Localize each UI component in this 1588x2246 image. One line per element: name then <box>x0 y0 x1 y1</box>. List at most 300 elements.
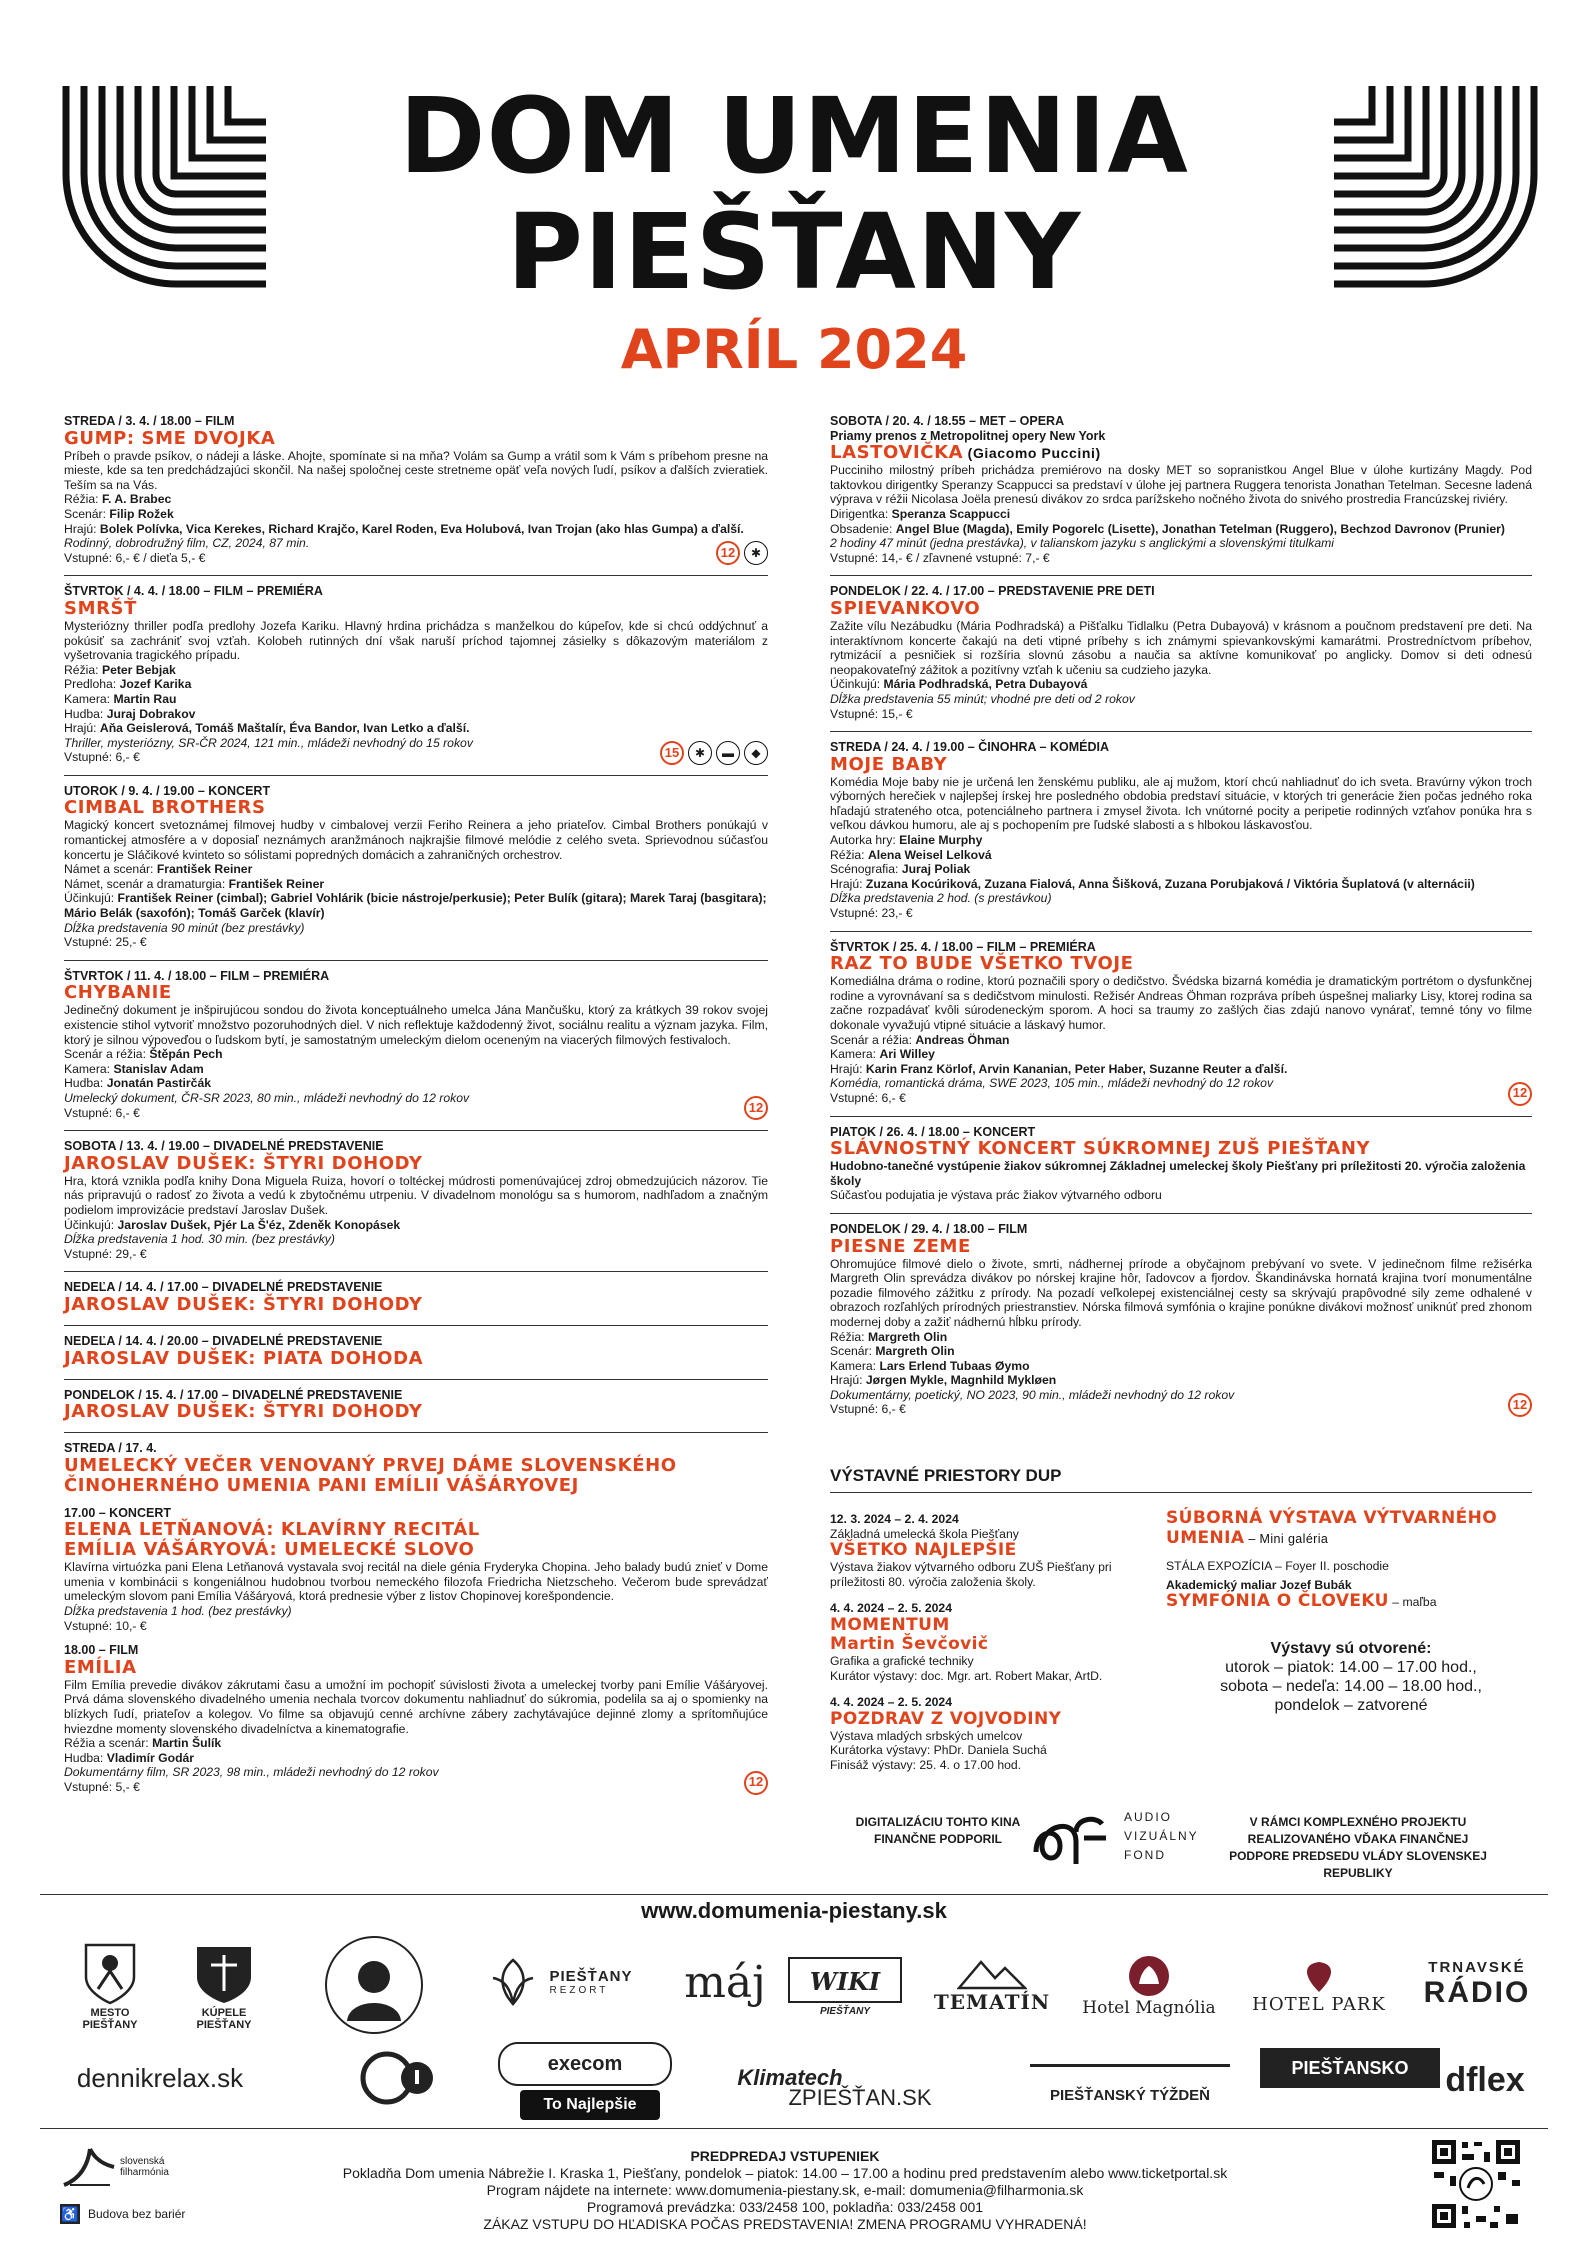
event-entry <box>64 1388 768 1423</box>
event-title[interactable]: JAROSLAV DUŠEK: ŠTYRI DOHODY <box>64 1293 423 1315</box>
exhibition-description: Výstava žiakov výtvarného odboru ZUŠ Piešťany pri príležitosti 80. výročia založenia školy. <box>830 1560 1112 1589</box>
fear-spider-icon: ✱ <box>744 541 768 565</box>
event-title-text: SMRŠŤ <box>64 597 137 619</box>
wiki-bar-logo <box>780 1946 910 2026</box>
credit-label: Predloha: <box>64 677 120 692</box>
wiki-logo-icon <box>785 1954 905 2018</box>
credit-value: Zuzana Kocúriková, Zuzana Fialová, Anna Šišková, Zuzana Porubjaková / Viktória Šuplatová (v alternácii) <box>865 876 1475 891</box>
event-date-header: NEDEĽA / 14. 4. / 17.00 – DIVADELNÉ PREDSTAVENIE <box>64 1280 383 1295</box>
age-rating-icon: 15 <box>660 741 684 765</box>
divider <box>830 931 1532 932</box>
sub-exhibition-title: SÚBORNÁ VÝSTAVA VÝTVARNÉHO UMENIA <box>1166 1508 1498 1548</box>
event-date-header: SOBOTA / 13. 4. / 19.00 – DIVADELNÉ PREDSTAVENIE <box>64 1139 384 1154</box>
event-date-header: STREDA / 17. 4. <box>64 1441 157 1456</box>
credit-line <box>64 492 768 507</box>
credit-line <box>64 877 768 892</box>
permanent-exhibition-title: SYMFÓNIA O ČLOVEKU <box>1166 1591 1389 1612</box>
credit-label: Námet, scenár a dramaturgia: <box>64 876 229 891</box>
exhibition-description: Výstava mladých srbských umelcov <box>830 1728 1023 1743</box>
event-price: Vstupné: 5,- € <box>64 1780 140 1794</box>
credit-label: Hrajú: <box>830 1061 866 1076</box>
credit-value: Speranza Scappucci <box>891 506 1011 521</box>
divider <box>830 1116 1532 1117</box>
info-center-icon <box>357 2048 453 2108</box>
website-link[interactable]: www.domumenia-piestany.sk <box>520 1898 1068 1924</box>
credit-line <box>830 1359 1532 1374</box>
execom-logo: execom <box>498 2042 672 2086</box>
event-rating-icons <box>744 1771 768 1795</box>
piestansko-logo: PIEŠŤANSKO <box>1260 2048 1440 2088</box>
credit-line <box>64 663 768 678</box>
credit-value: Jaroslav Dušek, Pjér La Š'éz, Zdeněk Konopásek <box>117 1217 401 1232</box>
kniha-ludovita-winter-logo <box>294 1930 454 2040</box>
divider <box>64 1325 768 1326</box>
credit-value: František Reiner <box>228 876 325 891</box>
credit-line <box>830 848 1532 863</box>
divider <box>64 1432 768 1433</box>
event-info: Dĺžka predstavenia 90 minút (bez prestávky) <box>64 920 305 935</box>
event-price: Vstupné: 6,- € <box>64 1105 140 1120</box>
event-description: Hra, ktorá vznikla podľa knihy Dona Miguela Ruiza, hovorí o toltéckej múdrosti pomenúvajúcej zdroj obmedzujúcich názorov. Tie nás pripravujú o radosť zo života a vedú k zbytočnému utrpeniu. V divadelnom monológu sa s humorom, nadhľadom a značným podielom improvizácie predstaví Jaroslav Dušek. <box>64 1173 768 1217</box>
divider <box>830 731 1532 732</box>
exhibition-artist: Martin Ševčovič <box>830 1633 989 1654</box>
event-entry <box>64 1334 768 1369</box>
credit-line <box>830 1047 1532 1062</box>
event-title[interactable] <box>830 1139 1532 1159</box>
credit-label: Scénografia: <box>830 862 902 877</box>
event-info: Dĺžka predstavenia 1 hod. (bez prestávky) <box>64 1604 292 1619</box>
event-title[interactable]: ELENA LETŇANOVÁ: KLAVÍRNY RECITÁL <box>64 1519 480 1541</box>
credit-value: Margreth Olin <box>875 1344 955 1359</box>
opening-hours <box>1166 1639 1536 1715</box>
age-rating-icon: 12 <box>744 1771 768 1795</box>
credit-label: Scenár a réžia: <box>830 1032 916 1047</box>
divider <box>40 1894 1548 1895</box>
credit-line <box>830 1062 1532 1077</box>
credit-line <box>64 1736 768 1751</box>
event-title[interactable] <box>64 1154 768 1174</box>
credit-line <box>64 1076 768 1091</box>
event-description: Príbeh o pravde psíkov, o nádeji a láske. Ahojte, spomínate si na mňa? Volám sa Gump a vrátil som k Vám s príbehom presne na mieste, kde sa ten predchádzajúci skončil. Na našej spoločnej ceste stretneme opäť veľa nových ľudí, psíkov a ďalších zvieratiek. Teším sa na Vás. <box>64 448 768 492</box>
logo-text: KÚPELE PIEŠŤANY <box>196 2007 252 2031</box>
event-title-text: CHYBANIE <box>64 982 172 1004</box>
event-title[interactable] <box>64 429 768 449</box>
credit-value: Bolek Polívka, Vica Kerekes, Richard Krajčo, Karel Roden, Eva Holubová, Ivan Trojan (ako hlas Gumpa) a ďalší. <box>99 521 744 536</box>
credit-value: Elaine Murphy <box>899 833 983 848</box>
age-rating-icon: 12 <box>716 541 740 565</box>
credit-label: Réžia: <box>830 1329 868 1344</box>
event-date-header: PIATOK / 26. 4. / 18.00 – KONCERT <box>830 1124 1036 1139</box>
magnolia-flower-icon <box>1127 1954 1171 1998</box>
event-info: Umelecký dokument, ČR-SR 2023, 80 min., mládeži nevhodný do 12 rokov <box>64 1090 470 1105</box>
credit-value: Ari Willey <box>879 1047 935 1062</box>
event-info: Dokumentárny film, SR 2023, 98 min., mládeži nevhodný do 12 rokov <box>64 1765 439 1780</box>
event-title[interactable] <box>64 983 768 1003</box>
funding-text-right: V RÁMCI KOMPLEXNÉHO PROJEKTU REALIZOVANÉHO VĎAKA FINANČNEJ PODPORE PREDSEDU VLÁDY SLOVENSKEJ REPUBLIKY <box>1229 1815 1487 1880</box>
dup-logo-right <box>1326 78 1542 302</box>
credit-value: Jonatán Pastirčák <box>106 1076 212 1091</box>
credit-line <box>830 507 1532 522</box>
event-entry <box>830 740 1532 921</box>
divider <box>830 575 1532 576</box>
event-title-text: RAZ TO BUDE VŠETKO TVOJE <box>830 953 1134 975</box>
credit-label: Scenár a réžia: <box>64 1047 150 1062</box>
exhibitions-permanent <box>1166 1508 1536 1715</box>
mesto-piestany-logo <box>60 1936 160 2036</box>
credit-line <box>830 877 1532 892</box>
avf-logo-text: AUDIO VIZUÁLNY FOND <box>1124 1810 1199 1862</box>
footer-line: Pokladňa Dom umenia Nábrežie I. Kraska 1, Piešťany, pondelok – piatok: 14.00 – 17.00 a hodinu pred predstavením alebo www.ticketportal.sk <box>342 2165 1228 2181</box>
credit-label: Hrajú: <box>830 876 866 891</box>
event-title-text: CIMBAL BROTHERS <box>64 797 266 819</box>
permanent-exhibition-author: Akademický maliar Jozef Bubák <box>1166 1577 1352 1592</box>
footer-line: Program nájdete na internete: www.domumenia-piestany.sk, e-mail: domumenia@filharmonia.sk <box>486 2182 1084 2198</box>
qr-code-icon[interactable] <box>1428 2136 1524 2232</box>
exhibition-date: 4. 4. 2024 – 2. 5. 2024 <box>830 1601 952 1616</box>
credit-label: Kamera: <box>64 691 114 706</box>
exhibition-curator: Kurátor výstavy: doc. Mgr. art. Robert Makar, ArtD. <box>830 1668 1103 1683</box>
program-right-column <box>830 414 1532 1423</box>
credit-label: Hudba: <box>64 706 107 721</box>
credit-line <box>830 522 1532 537</box>
credit-line <box>64 707 768 722</box>
event-title[interactable] <box>830 443 1532 463</box>
event-title[interactable]: EMÍLIA <box>64 1656 137 1678</box>
event-description: Magický koncert svetoznámej filmovej hudby v cimbalovej verzii Feriho Reinera a jeho priateľov. Cimbal Brothers ponúkajú v romantickej atmosfére a v doposiaľ neznámych aranžmánoch najkrajšie filmové melódie z celého sveta. Sprievodnou súčasťou koncertu je Sláčikové kvinteto so sólistami popredných domácich a zahraničných orchestrov. <box>64 818 768 862</box>
exhibition-description: Grafika a grafické techniky <box>830 1653 974 1668</box>
event-price: Vstupné: 10,- € <box>64 1618 147 1633</box>
logo-text: REZORT <box>549 1985 609 1996</box>
footer-line: Programová prevádzka: 033/2458 100, pokladňa: 033/2458 001 <box>586 2199 984 2215</box>
footer-line: ZÁKAZ VSTUPU DO HĽADISKA POČAS PREDSTAVENIA! ZMENA PROGRAMU VYHRADENÁ! <box>483 2216 1087 2232</box>
to-najlepsie-logo: To Najlepšie <box>520 2090 660 2120</box>
credit-label: Dirigentka: <box>830 506 892 521</box>
event-entry <box>830 584 1532 721</box>
logo-text: HOTEL PARK <box>1252 1993 1386 2015</box>
event-description: Ohromujúce filmové dielo o živote, smrti, nádhernej prírode a obyčajnom prebývaní vo svete. V jedinečnom filme režisérka Margreth Olin sprevádza divákov po nórskej krajine hôr, ľadovcov a fjordov. Škandinávska hornatá krajina tvorí monumentálne pozadie filmového zážitku z prírody. Na pozadí veľkolepej existenciálnej cesty sa skrývajú prapôvodné sily zeme odhalené v obrazoch rozľahlých prírodných priestranstiev. Nórska filmová symfónia o krajine ponúkne divákovi možnosť uniknúť pred zhonom modernej doby a zažiť nádhernú hĺbku prírody. <box>830 1256 1532 1329</box>
exhibition-finissage: Finisáž výstavy: 25. 4. o 17.00 hod. <box>830 1757 1022 1772</box>
permanent-exhibition-medium: – maľba <box>1388 1595 1437 1610</box>
event-entry <box>64 1280 768 1315</box>
event-rating-icons <box>1508 1393 1532 1417</box>
credit-label: Hrajú: <box>830 1373 866 1388</box>
event-price: Vstupné: 6,- € / dieťa 5,- € <box>64 550 206 565</box>
credit-line <box>64 677 768 692</box>
event-rating-icons <box>1508 1082 1532 1106</box>
event-entry <box>64 584 768 765</box>
logo-text: RÁDIO <box>1423 1975 1531 2009</box>
barrier-free-info <box>60 2204 185 2224</box>
event-title-composer: (Giacomo Puccini) <box>963 445 1101 462</box>
event-title[interactable] <box>830 755 1532 775</box>
zpiestan-logo: ZPIEŠŤAN.SK <box>788 2085 932 2110</box>
event-entry-evening <box>64 1441 768 1795</box>
violence-gun-icon: ▬ <box>716 741 740 765</box>
event-entry <box>64 1139 768 1261</box>
divider <box>64 1271 768 1272</box>
hotel-magnolia-logo <box>1074 1938 1224 2034</box>
event-title[interactable]: UMELECKÝ VEČER VENOVANÝ PRVEJ DÁME SLOVENSKÉHO ČINOHERNÉHO UMENIA PANI EMÍLII VÁŠÁRYOVEJ <box>64 1454 677 1496</box>
divider <box>64 1379 768 1380</box>
event-description: Klavírna virtuózka pani Elena Letňanová vystavala svoj recitál na diele génia Fryderyka Chopina. Jeho balady budú znieť v Dome umenia v kombinácii s kongeniálnou hudobnou tvorbou nemeckého filozofa Friedricha Nietzscheho. Večerom bude sprevádzať umeleckým slovom pani Emília Vášáryová, ktorá prednesie výber z listov Chopinovej korešpondencie. <box>64 1560 768 1604</box>
event-entry <box>64 414 768 565</box>
credit-value: F. A. Brabec <box>101 492 172 507</box>
funding-text-left: DIGITALIZÁCIU TOHTO KINA FINANČNE PODPORIL <box>855 1815 1021 1846</box>
event-title-text: PIESNE ZEME <box>830 1235 971 1257</box>
event-date-header: NEDEĽA / 14. 4. / 20.00 – DIVADELNÉ PREDSTAVENIE <box>64 1333 383 1348</box>
event-description: Komédia Moje baby nie je určená len ženskému publiku, ale aj mužom, ktorí chcú nahliadnuť do ich sveta. Bravúrny výkon troch výborných herečiek v najlepšej írskej hre posledného obdobia predstaví situácie, v ktorých tri generácie žien počas jedného roka hľadajú strateného otca, potenciálneho partnera i zmysel života. Ich vnútorné pocity a peripetie rodinných vzťahov ponúka hra s veľkou dávkou humoru, ale aj s pochopením pre ľudské slabosti a s hlbokou láskavosťou. <box>830 774 1532 833</box>
credit-value: Andreas Öhman <box>915 1032 1010 1047</box>
event-title-text: MOJE BABY <box>830 753 948 775</box>
tematin-logo <box>922 1940 1062 2030</box>
credit-value: Juraj Dobrakov <box>106 706 196 721</box>
credit-line <box>64 721 768 736</box>
event-description: Jedinečný dokument je inšpirujúcou sondou do života konceptuálneho umelca Jána Mančušku, ktorý za krátkych 39 rokov svojej existencie stihol vytvoriť množstvo pozoruhodných diel. V nich reflektuje každodenný život, sociálnu realitu a význam jazyka. Film, ktorý je silnou výpoveďou o ľudskom bytí, je samostatným umeleckým dielom oceneným na viacerých filmových festivaloch. <box>64 1003 768 1047</box>
age-rating-icon: 12 <box>1508 1393 1532 1417</box>
age-rating-icon: 12 <box>744 1096 768 1120</box>
logo-text: slovenská filharmónia <box>120 2156 169 2178</box>
event-title[interactable]: JAROSLAV DUŠEK: ŠTYRI DOHODY <box>64 1401 423 1423</box>
event-date-header: PONDELOK / 22. 4. / 17.00 – PREDSTAVENIE PRE DETI <box>830 584 1155 599</box>
event-title[interactable] <box>64 599 768 619</box>
logo-text: TEMATÍN <box>933 1990 1051 2014</box>
title-line-2: PIEŠŤANY <box>506 191 1082 313</box>
credit-line <box>64 1751 768 1766</box>
hotel-park-logo <box>1244 1938 1394 2034</box>
pic-logo <box>330 2044 480 2112</box>
credit-line <box>830 833 1532 848</box>
event-price: Vstupné: 14,- € / zľavnené vstupné: 7,- € <box>830 550 1050 565</box>
opening-hours-line: utorok – piatok: 14.00 – 17.00 hod., <box>1225 1659 1477 1677</box>
divider <box>64 960 768 961</box>
credit-label: Scenár: <box>64 506 110 521</box>
exhibition-curator: Kurátorka výstavy: PhDr. Daniela Suchá <box>830 1743 1047 1758</box>
credit-value: Karin Franz Körlof, Arvin Kananian, Peter Haber, Suzanne Reuter a ďalší. <box>865 1061 1288 1076</box>
barrier-free-text: Budova bez bariér <box>88 2207 186 2221</box>
spa-shield-icon <box>191 1941 257 2007</box>
credit-label: Réžia: <box>64 492 102 507</box>
event-price: Vstupné: 29,- € <box>64 1246 147 1261</box>
event-description: Hudobno-tanečné vystúpenie žiakov súkromnej Základnej umeleckej školy Piešťany pri príležitosti 20. výročia založenia školy <box>830 1159 1526 1188</box>
hotel-pin-icon <box>1297 1958 1341 1994</box>
dup-logo-left <box>58 78 274 302</box>
mountain-icon <box>957 1956 1027 1990</box>
event-date-header: UTOROK / 9. 4. / 19.00 – KONCERT <box>64 783 271 798</box>
dennik-relax-logo: dennikrelax.sk <box>76 2062 244 2093</box>
drugs-icon: ◆ <box>744 741 768 765</box>
title-line-1: DOM UMENIA <box>399 75 1189 197</box>
credit-label: Hrajú: <box>64 721 100 736</box>
event-title[interactable] <box>64 798 768 818</box>
credit-line <box>64 1218 768 1233</box>
dflex-logo: dflex <box>1445 2060 1525 2099</box>
permanent-exhibition-label: STÁLA EXPOZÍCIA – Foyer II. poschodie <box>1166 1559 1389 1573</box>
event-info: Komédia, romantická dráma, SWE 2023, 105 min., mládeži nevhodný do 12 rokov <box>830 1076 1274 1091</box>
exhibitions-section <box>830 1466 1532 1493</box>
klimatech-logo: Klimatech <box>737 2065 843 2090</box>
event-description: Mysteriózny thriller podľa predlohy Jozefa Kariku. Hlavný hrdina prichádza s manželkou do kúpeľov, kde si chcú oddýchnuť a pokúsiť sa zachrániť svoj vzťah. Kolobeh rutinných dní však naruší príchod tajomnej zásielky s dôkazovým materiálom z vyšetrovania tragického prípadu. <box>64 618 768 663</box>
event-price: Vstupné: 6,- € <box>830 1402 906 1417</box>
credit-value: Martin Rau <box>113 691 177 706</box>
credit-line <box>64 1047 768 1062</box>
event-price: Vstupné: 6,- € <box>830 1090 906 1105</box>
logo-text: Hotel Magnólia <box>1082 1998 1216 2018</box>
credit-label: Autorka hry: <box>830 833 900 848</box>
event-rating-icons <box>716 541 768 565</box>
age-rating-icon: 12 <box>1508 1082 1532 1106</box>
credit-label: Réžia: <box>830 847 868 862</box>
event-title[interactable] <box>830 1237 1532 1257</box>
credit-line <box>64 692 768 707</box>
leaf-icon <box>485 1954 541 2010</box>
credit-label: Účinkujú: <box>64 891 118 906</box>
credit-label: Hudba: <box>64 1076 107 1091</box>
event-info: Dĺžka predstavenia 2 hod. (s prestávkou) <box>830 891 1052 906</box>
event-title-text: SPIEVANKOVO <box>830 597 981 619</box>
logo-text: PIEŠŤANY <box>549 1968 633 1985</box>
event-title[interactable]: EMÍLIA VÁŠÁRYOVÁ: UMELECKÉ SLOVO <box>64 1539 475 1561</box>
trnavske-radio-logo <box>1412 1944 1542 2024</box>
credit-label: Réžia: <box>64 662 102 677</box>
event-description: Komediálna dráma o rodine, ktorú poznačili spory o dedičstvo. Švédska bizarná komédia je dramatickým portrétom o dysfunkčnej rodine a vyrovnávaní sa s dedičstvom minulosti. Režisér Andreas Öhman rozpráva príbeh úspešnej maliarky Lisy, ktorej rodina sa začne rozpadávať kvôli súrodeneckým sporom. A hoci sa traumy zo zašlých čias zdajú nanovo vynárať, temné tóny vo filme dokonale vyvažujú vtipné situácie a láskavý humor. <box>830 974 1532 1032</box>
event-title-text: LASTOVIČKA <box>830 442 964 464</box>
credit-line <box>830 1373 1532 1388</box>
credit-label: Účinkujú: <box>830 677 884 692</box>
sub-exhibition-place: – Mini galéria <box>1244 1532 1329 1546</box>
piestany-rezort-logo <box>474 1942 644 2022</box>
credit-line <box>830 1330 1532 1345</box>
event-info: Dokumentárny, poetický, NO 2023, 90 min., mládeži nevhodný do 12 rokov <box>830 1387 1235 1402</box>
credit-label: Scenár: <box>830 1344 876 1359</box>
month-title: APRÍL 2024 <box>620 318 968 381</box>
exhibition-title: POZDRAV Z VOJVODINY <box>830 1708 1062 1729</box>
credit-value: Aňa Geislerová, Tomáš Maštalír, Éva Bandor, Ivan Letko a ďalší. <box>99 721 470 736</box>
event-price: Vstupné: 15,- € <box>830 706 913 721</box>
city-coat-of-arms-icon <box>82 1941 138 2007</box>
credit-line <box>830 1344 1532 1359</box>
opening-hours-line: pondelok – zatvorené <box>1274 1697 1428 1715</box>
event-title[interactable]: JAROSLAV DUŠEK: PIATA DOHODA <box>64 1347 424 1369</box>
event-entry <box>64 784 768 950</box>
piestansky-tyzden-logo: PIEŠŤANSKÝ TÝŽDEŇ <box>1030 2064 1230 2123</box>
logo-text: TRNAVSKÉ <box>1428 1958 1526 1976</box>
event-date-header: SOBOTA / 20. 4. / 18.55 – MET – OPERA <box>830 414 1065 428</box>
credit-value: Peter Bebjak <box>101 662 176 677</box>
svg-text:PIEŠŤANY: PIEŠŤANY <box>819 2006 871 2017</box>
wheelchair-icon: ♿ <box>60 2204 80 2224</box>
event-title-text: SLÁVNOSTNÝ KONCERT SÚKROMNEJ ZUŠ PIEŠŤANY <box>830 1138 1371 1160</box>
event-entry <box>64 969 768 1120</box>
opening-hours-line: sobota – nedeľa: 14.00 – 18.00 hod., <box>1220 1678 1482 1696</box>
credit-line <box>64 891 768 920</box>
event-date-header: ŠTVRTOK / 25. 4. / 18.00 – FILM – PREMIÉRA <box>830 939 1096 954</box>
event-info: 2 hodiny 47 minút (jedna prestávka), v talianskom jazyku s anglickými a slovenskými titulkami <box>830 536 1334 551</box>
event-title[interactable] <box>830 954 1532 974</box>
credit-label: Obsadenie: <box>830 521 896 536</box>
credit-value: Angel Blue (Magda), Emily Pogorelc (Lisette), Jonathan Tetelman (Ruggero), Bechzod Davronov (Prunier) <box>895 521 1505 536</box>
kupele-piestany-logo <box>174 1936 274 2036</box>
credit-value: František Reiner (cimbal); Gabriel Vohlárik (bicie nástroje/perkusie); Peter Bulík (gitara); Marek Taraj (basgitara); Mário Belák (saxofón); Tomáš Garček (klavír) <box>64 891 767 921</box>
credit-line <box>64 507 768 522</box>
page-title <box>300 75 1288 313</box>
program-left-column <box>64 414 768 1801</box>
credit-value: Filip Rožek <box>109 506 174 521</box>
event-title-text: JAROSLAV DUŠEK: ŠTYRI DOHODY <box>64 1152 423 1174</box>
exhibitions-heading: VÝSTAVNÉ PRIESTORY DUP <box>830 1466 1062 1485</box>
event-info: Dĺžka predstavenia 55 minút; vhodné pre deti od 2 rokov <box>830 691 1135 706</box>
event-entry <box>830 940 1532 1106</box>
event-date-header: ŠTVRTOK / 11. 4. / 18.00 – FILM – PREMIÉRA <box>64 968 330 983</box>
divider <box>64 575 768 576</box>
maj-hotel-logo: máj <box>684 1956 766 2008</box>
credit-value: Lars Erlend Tubaas Øymo <box>879 1358 1030 1373</box>
credit-label: Námet a scenár: <box>64 862 157 877</box>
event-time-header: 18.00 – FILM <box>64 1643 139 1658</box>
avf-logo-icon <box>1030 1808 1120 1870</box>
credit-line <box>830 862 1532 877</box>
event-entry <box>830 1222 1532 1417</box>
credit-value: Alena Weisel Lelková <box>867 847 992 862</box>
credit-value: Jozef Karika <box>119 677 192 692</box>
event-date-header: STREDA / 3. 4. / 18.00 – FILM <box>64 414 235 428</box>
credit-line <box>830 677 1532 692</box>
credit-value: Martin Šulík <box>152 1736 222 1751</box>
event-title[interactable] <box>830 599 1532 619</box>
event-rating-icons <box>660 741 768 765</box>
footer-title: PREDPREDAJ VSTUPENIEK <box>690 2148 880 2164</box>
divider <box>40 2128 1548 2129</box>
event-price: Súčasťou podujatia je výstava prác žiakov výtvarného odboru <box>830 1188 1162 1203</box>
credit-value: Štěpán Pech <box>149 1047 223 1062</box>
credit-line <box>64 1062 768 1077</box>
event-info: Rodinný, dobrodružný film, CZ, 2024, 87 min. <box>64 536 310 551</box>
event-description: Film Emília prevedie divákov zákrutami času a umožní im pochopiť súvislosti života a umeleckej tvorby pani Emílie Vášáryovej. Prvá dáma slovenského divadelného umenia nechala tvorcov dokumentu nahliadnuť do súkromia, podelila sa aj o spomienky na blízkych ľudí, priateľov a kolegov. Vo filme sa objavujú cenné archívne zábery zachytávajúce dejinné zlomy a sprítomňujúce hviezdne momenty slovenského divadelníctva a kinematografie. <box>64 1677 768 1736</box>
event-date-header: STREDA / 24. 4. / 19.00 – ČINOHRA – KOMÉDIA <box>830 740 1110 755</box>
credit-label: Kamera: <box>830 1047 880 1062</box>
credit-value: Juraj Poliak <box>901 862 971 877</box>
credit-label: Kamera: <box>64 1061 114 1076</box>
event-time-header: 17.00 – KONCERT <box>64 1505 171 1520</box>
credit-line <box>64 862 768 877</box>
event-subtitle: Priamy prenos z Metropolitnej opery New York <box>830 428 1106 443</box>
divider <box>64 775 768 776</box>
event-entry <box>830 1125 1532 1203</box>
credit-value: Mária Podhradská, Petra Dubayová <box>883 677 1088 692</box>
event-date-header: PONDELOK / 29. 4. / 18.00 – FILM <box>830 1221 1028 1236</box>
credit-value: František Reiner <box>156 862 253 877</box>
event-price: Vstupné: 6,- € <box>64 750 140 765</box>
event-description: Zažite vílu Nezábudku (Mária Podhradská) a Pišťalku Tidlalku (Petra Dubayová) v krásnom a poučnom predstavení pre deti. Na interaktívnom koncerte čakajú na deti vtipné príbehy s ich známymi spievankovskými kamarátmi. Prostredníctvom príbehov, rytmizácií a pesničiek si rozšíria slovnú zásobu a naučia sa aktívne komunikovať po anglicky. Domov si deti odnesú neopakovateľný zážitok a pozitívny vzťah k učeniu sa cudzieho jazyka. <box>830 618 1532 677</box>
divider <box>830 1213 1532 1214</box>
footer-info <box>260 2148 1310 2233</box>
logo-text: MESTO PIEŠŤANY <box>82 2007 138 2031</box>
credit-label: Účinkujú: <box>64 1217 118 1232</box>
credit-value: Stanislav Adam <box>113 1061 204 1076</box>
event-date-header: PONDELOK / 15. 4. / 17.00 – DIVADELNÉ PREDSTAVENIE <box>64 1387 403 1402</box>
portrait-seal-icon <box>319 1933 429 2037</box>
exhibition-date: 4. 4. 2024 – 2. 5. 2024 <box>830 1695 952 1710</box>
credit-value: Jørgen Mykle, Magnhild Mykløen <box>865 1373 1057 1388</box>
event-info: Thriller, mysteriózny, SR-ČR 2024, 121 min., mládeži nevhodný do 15 rokov <box>64 735 473 750</box>
divider <box>64 1130 768 1131</box>
exhibition-date: 12. 3. 2024 – 2. 4. 2024 <box>830 1512 959 1526</box>
exhibition-title: VŠETKO NAJLEPŠIE <box>830 1540 1017 1561</box>
event-rating-icons <box>744 1096 768 1120</box>
credit-value: Vladimír Godár <box>106 1750 195 1765</box>
event-description: Pucciniho milostný príbeh prichádza premiérovo na dosky MET so sopranistkou Angel Blue v úlohe kurtizány Magdy. Pod taktovkou dirigentky Speranzy Scappucci sa predstaví v úlohe jej partnera Ruggera tenorista Jonathan Tetelman. Secesne ladená výprava v réžii Nicolasa Joëla prenesú divákov zo srdca parížskeho nočného života do snivého prostredia Francúzskej riviéry. <box>830 463 1532 507</box>
fear-spider-icon: ✱ <box>688 741 712 765</box>
filharmonia-icon <box>60 2145 116 2189</box>
